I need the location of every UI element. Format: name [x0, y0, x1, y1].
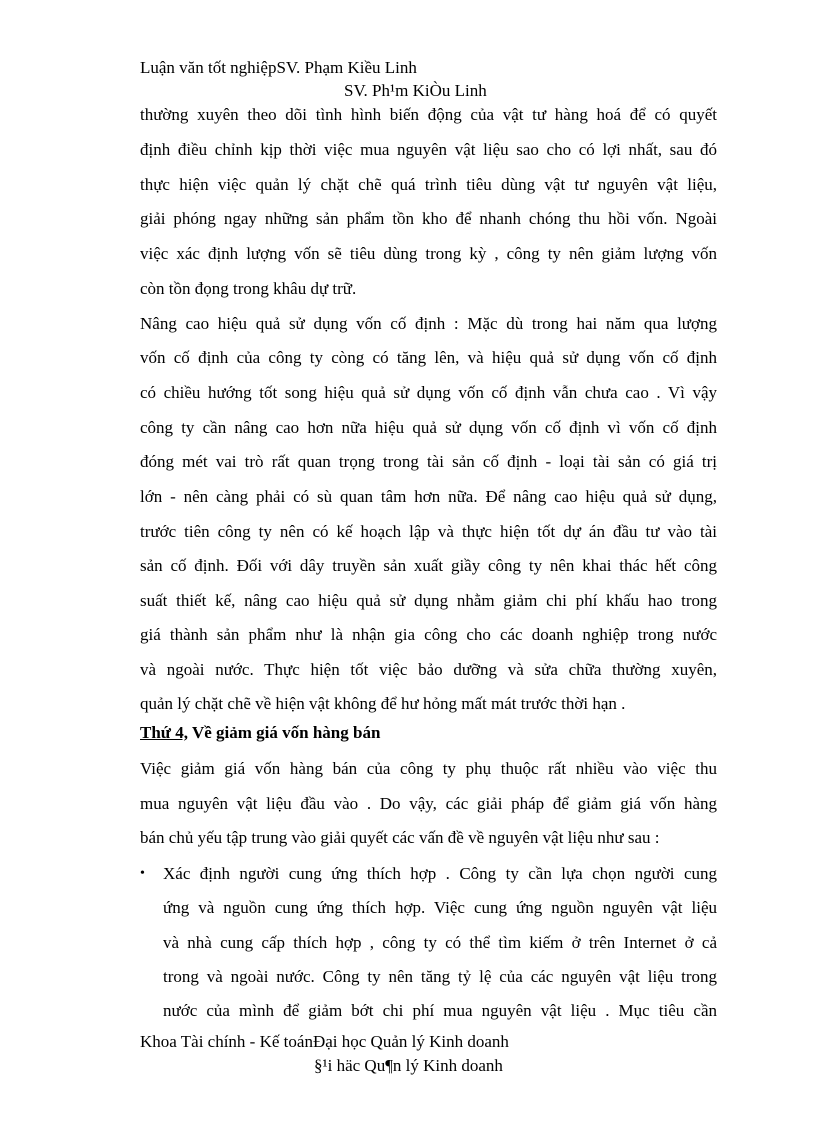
body-line: suất thiết kế, nâng cao hiệu quả sử dụng nhằm giảm chi phí khấu hao trong: [140, 591, 717, 610]
bullet-icon: •: [140, 866, 145, 881]
footer-university: Đại học Quản lý Kinh doanh: [312, 1032, 509, 1051]
bullet-line: trong và ngoài nước. Công ty nên tăng tỷ lệ của các nguyên vật liệu trong: [163, 967, 717, 986]
body-line: thực hiện việc quản lý chặt chẽ quá trình tiêu dùng vật tư nguyên vật liệu,: [140, 175, 717, 194]
header-thesis-label: Luận văn tốt nghiệp: [140, 58, 277, 77]
body-line: định điều chỉnh kịp thời việc mua nguyên vật liệu sao cho có lợi nhất, sau đó: [140, 140, 717, 159]
body-line: công ty cần nâng cao hơn nữa hiệu quả sử dụng vốn cố định vì vốn cố định: [140, 418, 717, 437]
body-line: mua nguyên vật liệu đầu vào . Do vậy, các giải pháp để giảm giá vốn hàng: [140, 794, 717, 813]
running-header: [140, 58, 417, 78]
body-line: giải phóng ngay những sản phẩm tồn kho để nhanh chóng thu hồi vốn. Ngoài: [140, 209, 717, 228]
bullet-line: Xác định người cung ứng thích hợp . Công ty cần lựa chọn người cung: [163, 864, 717, 883]
body-line: giá thành sản phẩm như là nhận gia công cho các doanh nghiệp trong nước: [140, 625, 717, 644]
body-line: thường xuyên theo dõi tình hình biến động của vật tư hàng hoá để có quyết: [140, 105, 717, 124]
body-line: vốn cố định của công ty còng có tăng lên, và hiệu quả sử dụng vốn cố định: [140, 348, 717, 367]
body-line: sản cố định. Đối với dây truyền sản xuất giầy công ty nên khai thác hết công: [140, 556, 717, 575]
section-heading: [140, 723, 380, 743]
body-line: Việc giảm giá vốn hàng bán của công ty phụ thuộc rất nhiều vào việc thu: [140, 759, 717, 778]
section-heading-title: Về giảm giá vốn hàng bán: [188, 723, 381, 742]
bullet-line: và nhà cung cấp thích hợp , công ty có thể tìm kiếm ở trên Internet ở cả: [163, 933, 717, 952]
body-line: đóng mét vai trò rất quan trọng trong tài sản cố định - loại tài sản có giá trị: [140, 452, 717, 471]
body-line: lớn - nên càng phải có sù quan tâm hơn nữa. Để nâng cao hiệu quả sử dụng,: [140, 487, 717, 506]
body-line: và ngoài nước. Thực hiện tốt việc bảo dưỡng và sửa chữa thường xuyên,: [140, 660, 717, 679]
body-line: còn tồn đọng trong khâu dự trữ.: [140, 279, 357, 298]
footer-faculty: Khoa Tài chính - Kế toán: [140, 1032, 313, 1051]
body-line: Nâng cao hiệu quả sử dụng vốn cố định : Mặc dù trong hai năm qua lượng: [140, 314, 717, 333]
running-footer: [140, 1032, 509, 1052]
body-line: có chiều hướng tốt song hiệu quả sử dụng vốn cố định vẫn chưa cao . Vì vậy: [140, 383, 717, 402]
body-line: quản lý chặt chẽ về hiện vật không để hư hỏng mất mát trước thời hạn .: [140, 694, 626, 713]
footer-university-legacy: §¹i häc Qu¶n lý Kinh doanh: [314, 1056, 503, 1075]
section-heading-number: Thứ 4,: [140, 723, 188, 742]
bullet-line: nước của mình để giảm bớt chi phí mua nguyên vật liệu . Mục tiêu cần: [163, 1001, 717, 1020]
header-author: SV. Phạm Kiều Linh: [276, 58, 417, 77]
body-line: bán chủ yếu tập trung vào giải quyết các vấn đề về nguyên vật liệu như sau :: [140, 828, 660, 847]
bullet-line: ứng và nguồn cung ứng thích hợp. Việc cung ứng nguồn nguyên vật liệu: [163, 898, 717, 917]
body-line: trước tiên công ty nên có kế hoạch lập và thực hiện tốt dự án đầu tư vào tài: [140, 522, 717, 541]
body-line: việc xác định lượng vốn sẽ tiêu dùng trong kỳ , công ty nên giảm lượng vốn: [140, 244, 717, 263]
header-author-legacy: SV. Ph¹m KiÒu Linh: [344, 81, 487, 100]
